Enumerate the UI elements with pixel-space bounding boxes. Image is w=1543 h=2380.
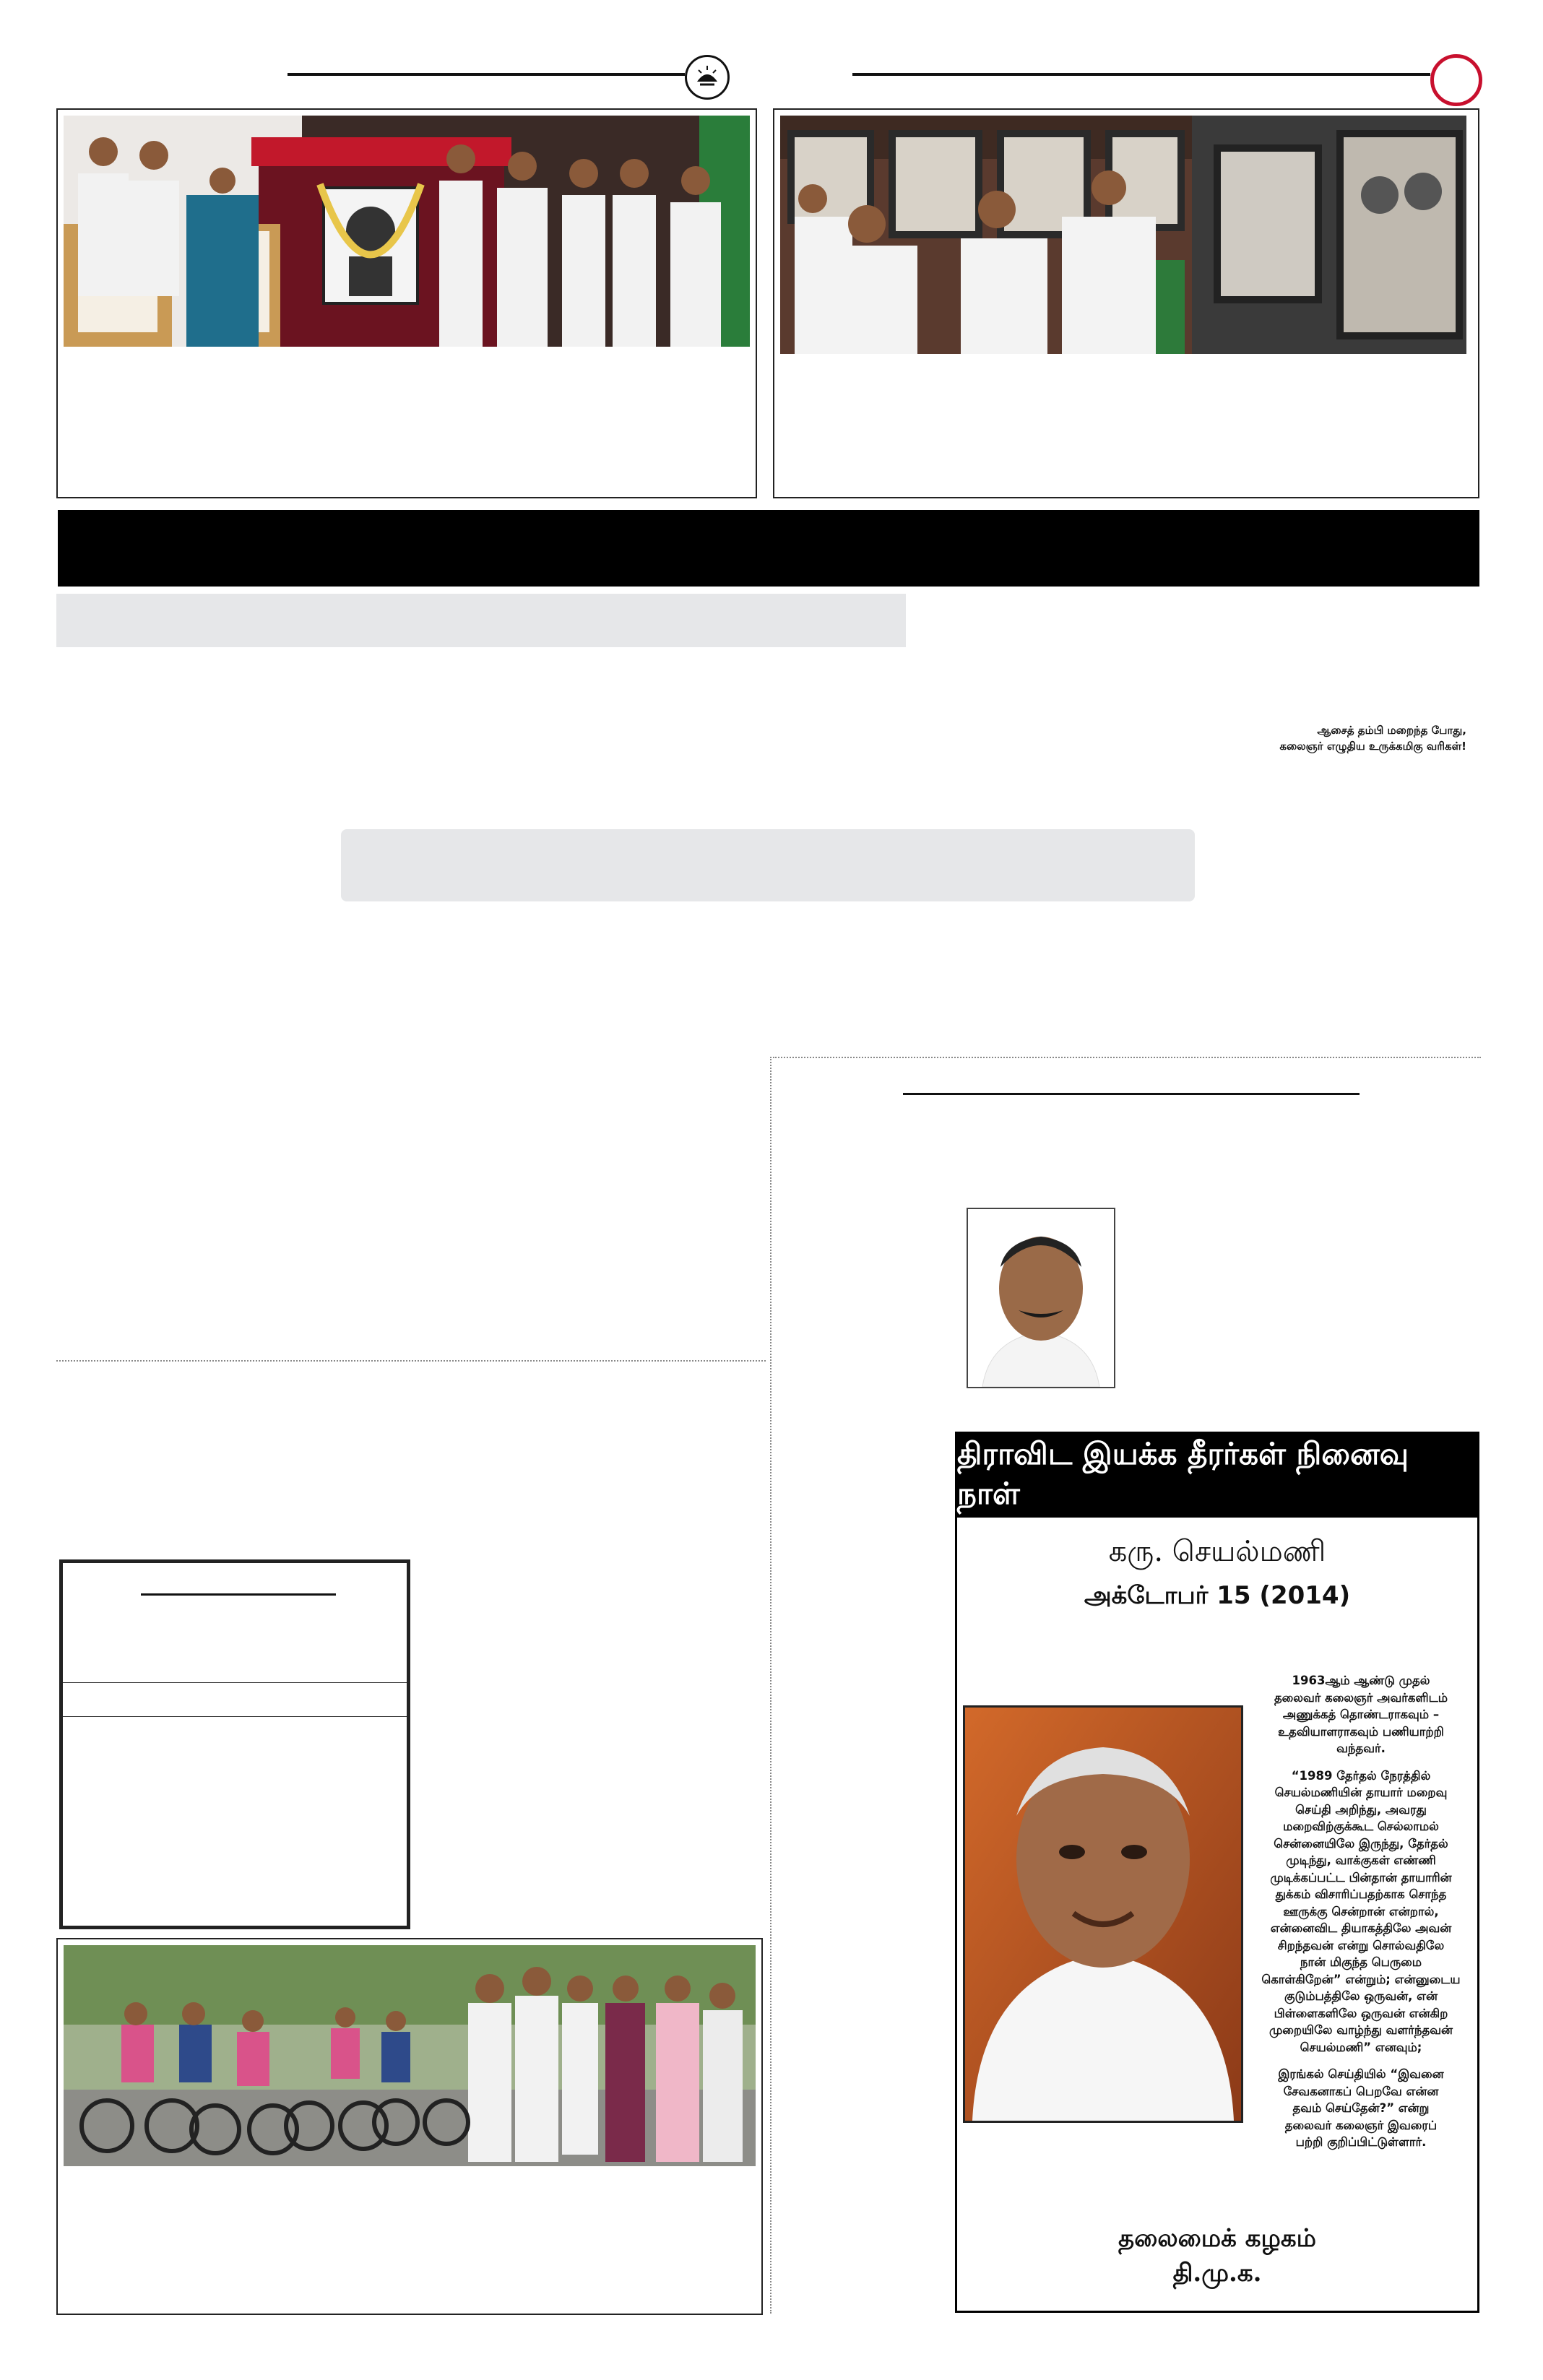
memorial-footer-line2: தி.மு.க. — [1172, 2259, 1262, 2288]
memorial-name: கரு. செயல்மணி — [1108, 1535, 1326, 1568]
memorial-footer-line1: தலைமைக் கழகம் — [1118, 2224, 1316, 2253]
memorial-body-line: முடிந்து, வாக்குகள் எண்ணி — [1286, 1853, 1436, 1867]
memorial-body-line: உதவியாளராகவும் பணியாற்றி — [1278, 1724, 1444, 1739]
memorial-heading: திராவிட இயக்க தீரர்கள் நினைவு நாள் — [957, 1434, 1477, 1518]
memorial-body-line: என்னைவிட தியாகத்திலே அவன் — [1270, 1921, 1452, 1935]
memorial-body-line: வந்தவர். — [1336, 1741, 1386, 1755]
page-number-marker — [1430, 54, 1482, 106]
photo-caption-line2: கலைஞர் எழுதிய உருக்கமிகு வரிகள்! — [1279, 740, 1466, 753]
memorial-portrait — [963, 1705, 1243, 2123]
rising-sun-icon — [685, 55, 730, 100]
memorial-body-line: மறைவிற்குக்கூட செல்லாமல் — [1283, 1819, 1439, 1833]
memorial-body-line: முடிக்கப்பட்ட பின்தான் தாயாரின் — [1270, 1870, 1452, 1884]
memorial-body-line: முறையிலே வாழ்ந்து வளர்ந்தவன் — [1268, 2023, 1453, 2037]
memorial-body-line: தலைவர் கலைஞர் இவரைப் — [1284, 2118, 1438, 2132]
memorial-body-line: பிள்ளைகளிலே ஒருவன் என்கிற — [1274, 2006, 1448, 2020]
photo-cycle-rally — [64, 1945, 756, 2166]
memorial-body-line: தலைவர் கலைஞர் அவர்களிடம் — [1274, 1690, 1448, 1705]
sidebar-box-divider-2 — [63, 1716, 407, 1717]
photo-exhibition-visit — [780, 116, 1466, 354]
photo-caption-line1: ஆசைத் தம்பி மறைந்த போது, — [1317, 724, 1466, 737]
memorial-notice — [955, 1432, 1479, 2313]
memorial-body-line: துக்கம் விசாரிப்பதற்காக சொந்த — [1275, 1887, 1447, 1901]
header-rule-right — [852, 73, 1430, 76]
photo-portrait-tribute — [64, 116, 750, 347]
memorial-body-line: சென்னையிலே இருந்து, தேர்தல் — [1274, 1836, 1448, 1851]
section-divider-right — [773, 1057, 1481, 1058]
memorial-body-line: இரங்கல் செய்தியில் “இவனை — [1278, 2067, 1444, 2081]
memorial-body-line: பற்றி குறிப்பிட்டுள்ளார். — [1295, 2135, 1427, 2149]
sidebar-box — [59, 1559, 410, 1929]
memorial-body-line: செய்தி அறிந்து, அவரது — [1295, 1802, 1427, 1817]
photo-caption — [1127, 722, 1466, 754]
memorial-body-line: ஊருக்கு சென்றான் என்றால், — [1283, 1904, 1439, 1918]
memorial-body — [1248, 1672, 1474, 2151]
columnist-photo — [967, 1208, 1115, 1388]
memorial-body-line: செயல்மணி” எனவும்; — [1300, 2040, 1422, 2054]
memorial-body-line: கொள்கிறேன்” என்றும்; என்னுடைய — [1261, 1972, 1461, 1986]
memorial-body-spacer — [1248, 2056, 1474, 2066]
quote-bar — [341, 829, 1195, 901]
headline-rule-right — [903, 1093, 1360, 1095]
subheadline-bar — [56, 594, 906, 647]
memorial-body-line: அணுக்கத் தொண்டராகவும் – — [1282, 1708, 1440, 1721]
sidebar-box-title-rule — [141, 1593, 336, 1596]
memorial-footer — [957, 2221, 1477, 2290]
section-divider-left — [56, 1360, 766, 1362]
memorial-body-spacer — [1248, 1757, 1474, 1767]
memorial-body-line: நான் மிகுந்த பெருமை — [1300, 1955, 1422, 1969]
memorial-body-line: “1989 தேர்தல் நேரத்தில் — [1291, 1768, 1431, 1783]
memorial-body-line: சிறந்தவன் என்று சொல்வதிலே — [1277, 1938, 1445, 1952]
memorial-body-line: குடும்பத்திலே ஒருவன், என் — [1284, 1989, 1438, 2003]
memorial-body-line: 1963ஆம் ஆண்டு முதல் — [1292, 1674, 1430, 1687]
sidebar-box-divider — [63, 1682, 407, 1683]
memorial-date: அக்டோபர் 15 (2014) — [1084, 1581, 1351, 1610]
memorial-body-line: சேவகனாகப் பெறவே என்ன — [1283, 2084, 1439, 2098]
column-divider — [770, 1057, 772, 2314]
memorial-body-line: செயல்மணியின் தாயார் மறைவு — [1274, 1786, 1448, 1799]
memorial-body-line: தவம் செய்தேன்?” என்று — [1292, 2101, 1430, 2115]
headline-band — [58, 510, 1479, 587]
header-rule-left — [288, 73, 685, 76]
